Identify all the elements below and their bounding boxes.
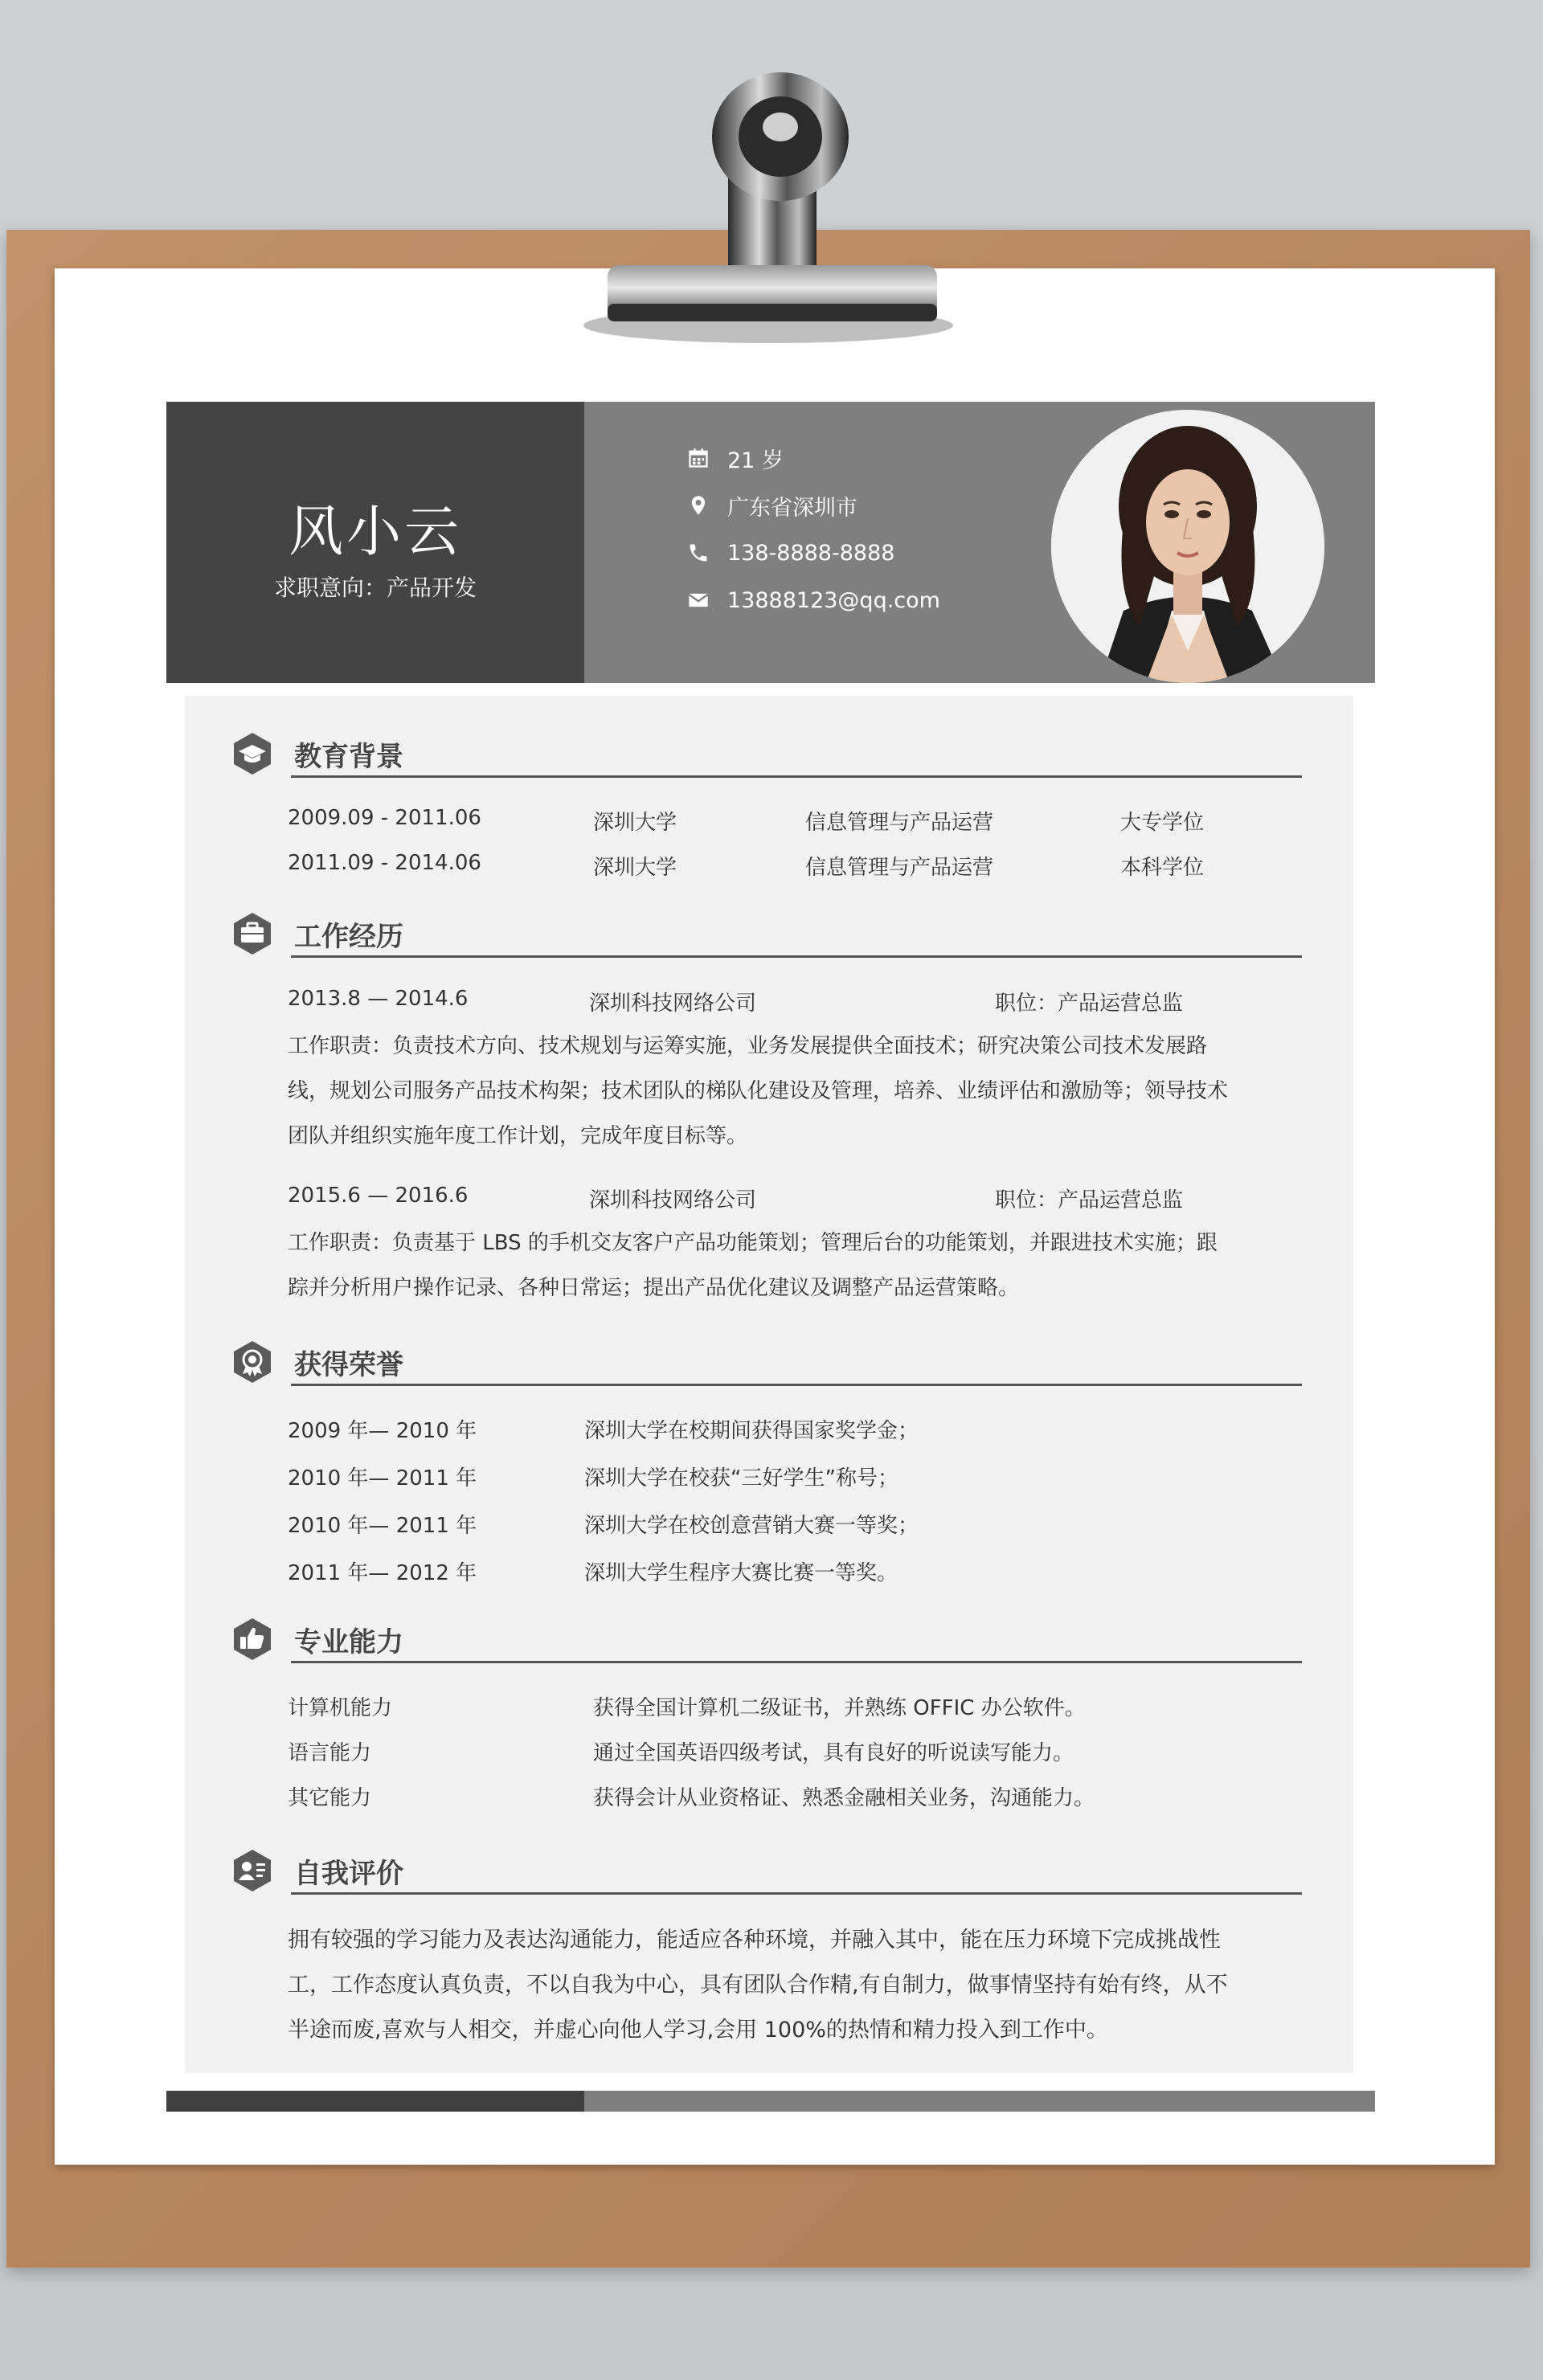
work-divider — [291, 955, 1302, 958]
self-evaluation-text: 拥有较强的学习能力及表达沟通能力，能适应各种环境，并融入其中，能在压力环境下完成挑战性工，工作态度认真负责，不以自我为中心，具有团队合作精,有自制力，做事情坚持有始有终，从不半途而废,喜欢与人相交，并虚心向他人学习,会用 100%的热情和精力投入到工作中。 — [288, 1928, 1228, 2043]
portrait-image — [1051, 410, 1324, 683]
skill-name: 计算机能力 — [288, 1696, 393, 1720]
job-duty: 工作职责：负责基于 LBS 的手机交友客户产品功能策划；管理后台的功能策划，并跟进技术实施；跟踪并分析用户操作记录、各种日常运；提出产品优化建议及调整产品运营策略。 — [288, 1231, 1218, 1300]
thumbs-up-icon — [230, 1617, 275, 1662]
education-row-degree: 大专学位 — [1120, 811, 1205, 835]
binder-clip-icon — [575, 48, 953, 354]
honor-period: 2010 年— 2011 年 — [288, 1466, 477, 1491]
job-period: 2015.6 — 2016.6 — [288, 1184, 469, 1208]
job-duty: 工作职责：负责技术方向、技术规划与运筹实施，业务发展提供全面技术；研究决策公司技术发展路线，规划公司服务产品技术构架；技术团队的梯队化建设及管理，培养、业绩评估和激励等；领导技术团队并组织实施年度工作计划，完成年度目标等。 — [288, 1034, 1229, 1148]
email-text: 13888123@qq.com — [727, 587, 940, 613]
skills-divider — [291, 1661, 1302, 1663]
profile-photo — [1051, 410, 1324, 683]
education-row-period: 2011.09 - 2014.06 — [288, 851, 481, 875]
job-period: 2013.8 — 2014.6 — [288, 987, 469, 1011]
job-company: 深圳科技网络公司 — [589, 1188, 757, 1212]
calendar-icon — [687, 447, 710, 469]
honors-divider — [291, 1384, 1302, 1386]
skill-name: 其它能力 — [288, 1786, 372, 1810]
honors-title: 获得荣誉 — [294, 1349, 403, 1381]
contact-age — [687, 442, 784, 474]
education-divider — [291, 775, 1302, 778]
age-text: 21 岁 — [727, 448, 784, 473]
graduation-cap-icon — [230, 731, 275, 776]
mail-icon — [687, 589, 710, 611]
honor-period: 2009 年— 2010 年 — [288, 1419, 477, 1443]
education-row-major: 信息管理与产品运营 — [805, 811, 994, 835]
job-position: 职位：产品运营总监 — [995, 1188, 1184, 1212]
briefcase-icon — [230, 911, 275, 956]
phone-icon — [687, 542, 710, 564]
honor-desc: 深圳大学生程序大赛比赛一等奖。 — [584, 1561, 898, 1585]
education-title: 教育背景 — [294, 741, 403, 773]
skills-title: 专业能力 — [294, 1626, 403, 1658]
contact-email[interactable] — [687, 584, 940, 616]
job-position: 职位：产品运营总监 — [995, 992, 1184, 1016]
skill-desc: 通过全国英语四级考试，具有良好的听说读写能力。 — [593, 1741, 1074, 1765]
self-divider — [291, 1892, 1302, 1895]
work-title: 工作经历 — [294, 921, 403, 953]
location-text: 广东省深圳市 — [727, 495, 857, 521]
job-company: 深圳科技网络公司 — [589, 992, 757, 1016]
skill-desc: 获得会计从业资格证、熟悉金融相关业务，沟通能力。 — [593, 1786, 1095, 1810]
education-row-school: 深圳大学 — [593, 811, 677, 835]
contact-location — [687, 489, 857, 521]
location-icon — [687, 494, 710, 517]
honor-desc: 深圳大学在校期间获得国家奖学金； — [584, 1419, 919, 1443]
profile-card-icon — [230, 1848, 275, 1893]
honor-period: 2011 年— 2012 年 — [288, 1561, 477, 1585]
education-row-period: 2009.09 - 2011.06 — [288, 806, 481, 830]
education-row-major: 信息管理与产品运营 — [805, 856, 994, 880]
footer-bar-dark — [166, 2091, 584, 2112]
honor-desc: 深圳大学在校创意营销大赛一等奖； — [584, 1514, 919, 1538]
honor-period: 2010 年— 2011 年 — [288, 1514, 477, 1538]
education-row-school: 深圳大学 — [593, 856, 677, 880]
candidate-name: 风小云 — [288, 501, 462, 564]
award-medal-icon — [230, 1339, 275, 1384]
contact-phone[interactable] — [687, 537, 894, 569]
skill-name: 语言能力 — [288, 1741, 372, 1765]
footer-bar-grey — [584, 2091, 1375, 2112]
self-title: 自我评价 — [294, 1858, 403, 1890]
skill-desc: 获得全国计算机二级证书，并熟练 OFFIC 办公软件。 — [593, 1696, 1086, 1720]
honor-desc: 深圳大学在校获“三好学生”称号； — [584, 1466, 898, 1491]
education-row-degree: 本科学位 — [1120, 856, 1205, 880]
job-intent: 求职意向：产品开发 — [273, 575, 477, 601]
phone-text: 138-8888-8888 — [727, 540, 895, 566]
header-name-panel — [166, 402, 584, 683]
